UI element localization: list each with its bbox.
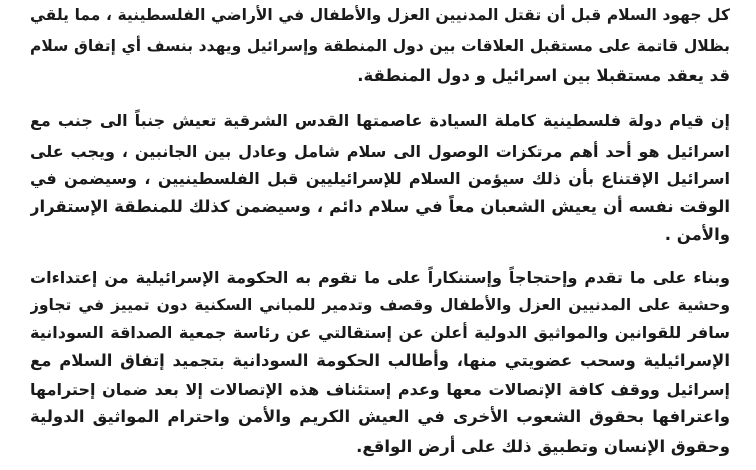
paragraph-3-line-2: وحشية على المدنيين العزل والأطفال وقصف وتدمير للمباني السكنية دون تمييز في تجاوز <box>30 296 730 314</box>
paragraph-3-line-6: واعترافها بحقوق الشعوب الأخرى في العيش الكريم والأمن واحترام المواثيق الدولية <box>30 407 730 426</box>
paragraph-2-line-5: والأمن . <box>664 225 730 244</box>
paragraph-2-line-1: إن قيام دولة فلسطينية كاملة السيادة عاصمتها القدس الشرقية تعيش جنباً الى جنب مع <box>30 111 730 130</box>
paragraph-2-line-4: الوقت نفسه أن يعيش الشعبان معاً في سلام دائم ، وسيضمن كذلك للمنطقة الإستقرار <box>30 197 730 216</box>
paragraph-1-line-1: كل جهود السلام قبل أن تقتل المدنيين العزل والأطفال في الأراضي الفلسطينية ، مما يلقي <box>30 6 730 24</box>
paragraph-3-line-3: سافر للقوانين والمواثيق الدولية أعلن عن إستقالتي عن رئاسة جمعية الصداقة السودانية <box>30 323 730 342</box>
paragraph-1-line-2: بظلال قاتمة على مستقبل العلاقات بين دول المنطقة وإسرائيل ويهدد بنسف أي إتفاق سلام <box>30 37 730 55</box>
paragraph-3-line-5: إسرائيل ووقف كافة الإتصالات معها وعدم إستئناف هذه الإتصالات إلا بعد ضمان إحترامها <box>30 380 730 399</box>
paragraph-3-line-7: وحقوق الإنسان وتطبيق ذلك على أرض الواقع. <box>356 437 730 456</box>
paragraph-2-line-2: اسرائيل هو أحد أهم مرتكزات الوصول الى سلام شامل وعادل بين الجانبين ، ويجب على <box>30 142 730 161</box>
paragraph-1-line-3: قد يعقد مستقبلا بين اسرائيل و دول المنطقة. <box>357 66 730 85</box>
paragraph-3-line-4: الإسرائيلية وسحب عضويتي منها، وأطالب الحكومة السودانية بتجميد إتفاق السلام مع <box>30 351 730 370</box>
paragraph-3-line-1: وبناء على ما تقدم وإحتجاجاً وإستنكاراً على ما تقوم به الحكومة الإسرائيلية من إعتداءات <box>30 268 730 287</box>
paragraph-2-line-3: اسرائيل الإقتناع بأن ذلك سيؤمن السلام للإسرائيليين قبل الفلسطينيين ، وسيضمن في <box>30 169 730 188</box>
